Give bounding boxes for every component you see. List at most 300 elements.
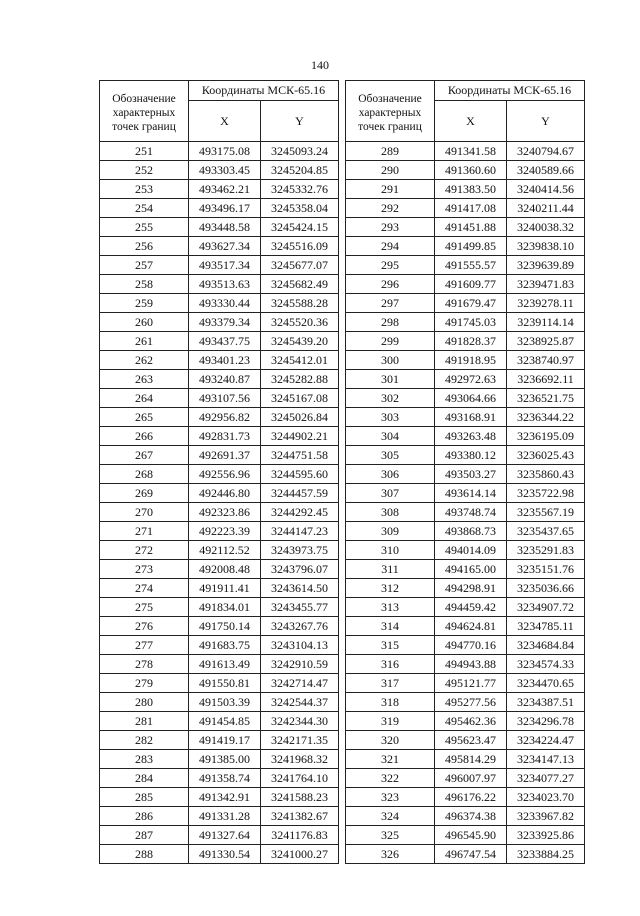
y-coordinate-cell: 3244457.59 (261, 484, 339, 503)
x-coordinate-cell: 493107.56 (189, 389, 261, 408)
table-row (346, 446, 585, 465)
y-coordinate-cell: 3241764.10 (261, 769, 339, 788)
x-coordinate-cell: 491499.85 (435, 237, 507, 256)
x-coordinate-cell: 494943.88 (435, 655, 507, 674)
table-row (346, 617, 585, 636)
y-coordinate-cell: 3242910.59 (261, 655, 339, 674)
point-number-cell: 298 (346, 313, 435, 332)
point-label-header: Обозначение характерных точек границ (346, 81, 435, 142)
point-number-cell: 265 (100, 408, 189, 427)
x-coordinate-cell: 494459.42 (435, 598, 507, 617)
point-number-cell: 278 (100, 655, 189, 674)
table-row (100, 522, 339, 541)
x-coordinate-cell: 492972.63 (435, 370, 507, 389)
table-row (100, 237, 339, 256)
x-coordinate-cell: 491358.74 (189, 769, 261, 788)
y-coordinate-cell: 3240414.56 (507, 180, 585, 199)
table-row (346, 465, 585, 484)
x-coordinate-cell: 494165.00 (435, 560, 507, 579)
x-coordinate-cell: 493448.58 (189, 218, 261, 237)
x-header: X (435, 101, 507, 142)
point-number-cell: 302 (346, 389, 435, 408)
point-number-cell: 312 (346, 579, 435, 598)
table-row (100, 446, 339, 465)
y-coordinate-cell: 3240589.66 (507, 161, 585, 180)
table-row (346, 503, 585, 522)
table-row (346, 218, 585, 237)
table-row (346, 636, 585, 655)
x-coordinate-cell: 491745.03 (435, 313, 507, 332)
y-coordinate-cell: 3236521.75 (507, 389, 585, 408)
table-row (346, 769, 585, 788)
point-number-cell: 311 (346, 560, 435, 579)
x-coordinate-cell: 493614.14 (435, 484, 507, 503)
point-number-cell: 261 (100, 332, 189, 351)
table-row (100, 750, 339, 769)
x-header: X (189, 101, 261, 142)
y-coordinate-cell: 3234296.78 (507, 712, 585, 731)
table-row (346, 655, 585, 674)
point-number-cell: 296 (346, 275, 435, 294)
x-coordinate-cell: 491385.00 (189, 750, 261, 769)
table-row (346, 275, 585, 294)
point-number-cell: 309 (346, 522, 435, 541)
y-coordinate-cell: 3245677.07 (261, 256, 339, 275)
table-row (100, 598, 339, 617)
x-coordinate-cell: 491911.41 (189, 579, 261, 598)
point-number-cell: 251 (100, 142, 189, 161)
x-coordinate-cell: 491341.58 (435, 142, 507, 161)
x-coordinate-cell: 495121.77 (435, 674, 507, 693)
coordinates-tables (99, 80, 585, 864)
table-row (100, 845, 339, 864)
x-coordinate-cell: 493380.12 (435, 446, 507, 465)
table-row (100, 617, 339, 636)
y-coordinate-cell: 3234574.33 (507, 655, 585, 674)
x-coordinate-cell: 495814.29 (435, 750, 507, 769)
point-number-cell: 281 (100, 712, 189, 731)
point-number-cell: 279 (100, 674, 189, 693)
table-row (100, 199, 339, 218)
point-number-cell: 288 (100, 845, 189, 864)
point-number-cell: 319 (346, 712, 435, 731)
point-number-cell: 267 (100, 446, 189, 465)
table-row (100, 370, 339, 389)
y-coordinate-cell: 3234470.65 (507, 674, 585, 693)
x-coordinate-cell: 496176.22 (435, 788, 507, 807)
table-row (346, 598, 585, 617)
point-number-cell: 252 (100, 161, 189, 180)
y-coordinate-cell: 3245424.15 (261, 218, 339, 237)
x-coordinate-cell: 492323.86 (189, 503, 261, 522)
x-coordinate-cell: 491613.49 (189, 655, 261, 674)
y-coordinate-cell: 3243973.75 (261, 541, 339, 560)
point-number-cell: 268 (100, 465, 189, 484)
table-row (346, 294, 585, 313)
table-row (100, 655, 339, 674)
y-coordinate-cell: 3234224.47 (507, 731, 585, 750)
point-number-cell: 254 (100, 199, 189, 218)
x-coordinate-cell: 492223.39 (189, 522, 261, 541)
y-coordinate-cell: 3244902.21 (261, 427, 339, 446)
point-number-cell: 326 (346, 845, 435, 864)
coordinates-table-right (345, 80, 585, 864)
y-coordinate-cell: 3236344.22 (507, 408, 585, 427)
x-coordinate-cell: 491342.91 (189, 788, 261, 807)
point-number-cell: 273 (100, 560, 189, 579)
y-header: Y (261, 101, 339, 142)
table-row (100, 579, 339, 598)
table-row (346, 541, 585, 560)
table-row (100, 560, 339, 579)
point-number-cell: 257 (100, 256, 189, 275)
y-coordinate-cell: 3240038.32 (507, 218, 585, 237)
y-coordinate-cell: 3245204.85 (261, 161, 339, 180)
point-number-cell: 262 (100, 351, 189, 370)
table-row (100, 465, 339, 484)
y-coordinate-cell: 3234684.84 (507, 636, 585, 655)
point-number-cell: 259 (100, 294, 189, 313)
table-row (346, 522, 585, 541)
table-row (100, 427, 339, 446)
y-coordinate-cell: 3242544.37 (261, 693, 339, 712)
y-coordinate-cell: 3241968.32 (261, 750, 339, 769)
x-coordinate-cell: 491834.01 (189, 598, 261, 617)
y-coordinate-cell: 3244595.60 (261, 465, 339, 484)
y-coordinate-cell: 3235291.83 (507, 541, 585, 560)
y-coordinate-cell: 3244292.45 (261, 503, 339, 522)
point-number-cell: 323 (346, 788, 435, 807)
x-coordinate-cell: 493240.87 (189, 370, 261, 389)
point-number-cell: 314 (346, 617, 435, 636)
x-coordinate-cell: 491331.28 (189, 807, 261, 826)
table-row (100, 636, 339, 655)
point-number-cell: 282 (100, 731, 189, 750)
y-coordinate-cell: 3243455.77 (261, 598, 339, 617)
table-row (346, 845, 585, 864)
table-row (346, 807, 585, 826)
x-coordinate-cell: 495277.56 (435, 693, 507, 712)
table-row (346, 161, 585, 180)
point-number-cell: 313 (346, 598, 435, 617)
point-number-cell: 310 (346, 541, 435, 560)
point-number-cell: 260 (100, 313, 189, 332)
point-number-cell: 318 (346, 693, 435, 712)
point-number-cell: 258 (100, 275, 189, 294)
point-number-cell: 325 (346, 826, 435, 845)
y-coordinate-cell: 3239278.11 (507, 294, 585, 313)
x-coordinate-cell: 493263.48 (435, 427, 507, 446)
table-row (346, 731, 585, 750)
y-coordinate-cell: 3242344.30 (261, 712, 339, 731)
x-coordinate-cell: 494298.91 (435, 579, 507, 598)
point-number-cell: 266 (100, 427, 189, 446)
table-row (346, 826, 585, 845)
table-body (346, 142, 585, 864)
point-number-cell: 317 (346, 674, 435, 693)
y-coordinate-cell: 3234387.51 (507, 693, 585, 712)
y-coordinate-cell: 3245439.20 (261, 332, 339, 351)
point-number-cell: 305 (346, 446, 435, 465)
point-number-cell: 322 (346, 769, 435, 788)
y-coordinate-cell: 3243796.07 (261, 560, 339, 579)
point-number-cell: 306 (346, 465, 435, 484)
point-number-cell: 274 (100, 579, 189, 598)
y-coordinate-cell: 3233884.25 (507, 845, 585, 864)
y-coordinate-cell: 3239639.89 (507, 256, 585, 275)
table-row (100, 541, 339, 560)
x-coordinate-cell: 491550.81 (189, 674, 261, 693)
x-coordinate-cell: 491555.57 (435, 256, 507, 275)
x-coordinate-cell: 491383.50 (435, 180, 507, 199)
table-row (100, 674, 339, 693)
y-coordinate-cell: 3234147.13 (507, 750, 585, 769)
x-coordinate-cell: 492556.96 (189, 465, 261, 484)
y-coordinate-cell: 3245093.24 (261, 142, 339, 161)
table-row (346, 180, 585, 199)
point-number-cell: 286 (100, 807, 189, 826)
table-row (100, 712, 339, 731)
x-coordinate-cell: 491503.39 (189, 693, 261, 712)
point-number-cell: 320 (346, 731, 435, 750)
x-coordinate-cell: 494014.09 (435, 541, 507, 560)
y-coordinate-cell: 3240794.67 (507, 142, 585, 161)
x-coordinate-cell: 492112.52 (189, 541, 261, 560)
x-coordinate-cell: 492831.73 (189, 427, 261, 446)
point-number-cell: 263 (100, 370, 189, 389)
x-coordinate-cell: 494624.81 (435, 617, 507, 636)
table-row (346, 693, 585, 712)
point-number-cell: 253 (100, 180, 189, 199)
y-coordinate-cell: 3240211.44 (507, 199, 585, 218)
y-coordinate-cell: 3234907.72 (507, 598, 585, 617)
page-number: 140 (311, 58, 329, 72)
table-row (100, 351, 339, 370)
point-number-cell: 301 (346, 370, 435, 389)
y-coordinate-cell: 3234077.27 (507, 769, 585, 788)
x-coordinate-cell: 492008.48 (189, 560, 261, 579)
x-coordinate-cell: 491417.08 (435, 199, 507, 218)
table-row (100, 788, 339, 807)
y-coordinate-cell: 3235567.19 (507, 503, 585, 522)
x-coordinate-cell: 491828.37 (435, 332, 507, 351)
x-coordinate-cell: 496374.38 (435, 807, 507, 826)
x-coordinate-cell: 491750.14 (189, 617, 261, 636)
table-row (100, 484, 339, 503)
y-coordinate-cell: 3233967.82 (507, 807, 585, 826)
point-number-cell: 303 (346, 408, 435, 427)
table-row (100, 693, 339, 712)
y-coordinate-cell: 3236195.09 (507, 427, 585, 446)
x-coordinate-cell: 493064.66 (435, 389, 507, 408)
table-row (100, 408, 339, 427)
y-coordinate-cell: 3241000.27 (261, 845, 339, 864)
point-number-cell: 295 (346, 256, 435, 275)
point-number-cell: 315 (346, 636, 435, 655)
x-coordinate-cell: 491918.95 (435, 351, 507, 370)
x-coordinate-cell: 494770.16 (435, 636, 507, 655)
point-number-cell: 275 (100, 598, 189, 617)
x-coordinate-cell: 496545.90 (435, 826, 507, 845)
table-row (346, 199, 585, 218)
y-coordinate-cell: 3245358.04 (261, 199, 339, 218)
point-number-cell: 297 (346, 294, 435, 313)
x-coordinate-cell: 493168.91 (435, 408, 507, 427)
x-coordinate-cell: 493175.08 (189, 142, 261, 161)
point-number-cell: 293 (346, 218, 435, 237)
point-number-cell: 284 (100, 769, 189, 788)
table-row (100, 142, 339, 161)
x-coordinate-cell: 493503.27 (435, 465, 507, 484)
point-number-cell: 316 (346, 655, 435, 674)
x-coordinate-cell: 493330.44 (189, 294, 261, 313)
point-number-cell: 289 (346, 142, 435, 161)
table-row (100, 389, 339, 408)
y-header: Y (507, 101, 585, 142)
table-body (100, 142, 339, 864)
x-coordinate-cell: 493496.17 (189, 199, 261, 218)
y-coordinate-cell: 3243267.76 (261, 617, 339, 636)
x-coordinate-cell: 493627.34 (189, 237, 261, 256)
x-coordinate-cell: 491454.85 (189, 712, 261, 731)
x-coordinate-cell: 492691.37 (189, 446, 261, 465)
table-row (346, 142, 585, 161)
table-row (100, 826, 339, 845)
x-coordinate-cell: 496007.97 (435, 769, 507, 788)
point-number-cell: 270 (100, 503, 189, 522)
table-row (346, 256, 585, 275)
table-row (346, 351, 585, 370)
y-coordinate-cell: 3241382.67 (261, 807, 339, 826)
y-coordinate-cell: 3244751.58 (261, 446, 339, 465)
x-coordinate-cell: 491330.54 (189, 845, 261, 864)
point-number-cell: 304 (346, 427, 435, 446)
x-coordinate-cell: 493462.21 (189, 180, 261, 199)
point-number-cell: 264 (100, 389, 189, 408)
point-number-cell: 299 (346, 332, 435, 351)
y-coordinate-cell: 3233925.86 (507, 826, 585, 845)
y-coordinate-cell: 3245588.28 (261, 294, 339, 313)
x-coordinate-cell: 491419.17 (189, 731, 261, 750)
y-coordinate-cell: 3242171.35 (261, 731, 339, 750)
table-row (100, 313, 339, 332)
y-coordinate-cell: 3235722.98 (507, 484, 585, 503)
x-coordinate-cell: 495462.36 (435, 712, 507, 731)
x-coordinate-cell: 493437.75 (189, 332, 261, 351)
x-coordinate-cell: 493379.34 (189, 313, 261, 332)
table-row (100, 256, 339, 275)
point-number-cell: 292 (346, 199, 435, 218)
y-coordinate-cell: 3235860.43 (507, 465, 585, 484)
y-coordinate-cell: 3245516.09 (261, 237, 339, 256)
table-row (100, 503, 339, 522)
y-coordinate-cell: 3241588.23 (261, 788, 339, 807)
table-row (346, 579, 585, 598)
y-coordinate-cell: 3241176.83 (261, 826, 339, 845)
point-number-cell: 283 (100, 750, 189, 769)
y-coordinate-cell: 3245682.49 (261, 275, 339, 294)
y-coordinate-cell: 3244147.23 (261, 522, 339, 541)
x-coordinate-cell: 493303.45 (189, 161, 261, 180)
point-number-cell: 300 (346, 351, 435, 370)
table-row (100, 218, 339, 237)
y-coordinate-cell: 3238925.87 (507, 332, 585, 351)
y-coordinate-cell: 3239114.14 (507, 313, 585, 332)
y-coordinate-cell: 3236692.11 (507, 370, 585, 389)
point-number-cell: 269 (100, 484, 189, 503)
y-coordinate-cell: 3243614.50 (261, 579, 339, 598)
table-row (100, 275, 339, 294)
table-row (346, 237, 585, 256)
y-coordinate-cell: 3245026.84 (261, 408, 339, 427)
table-row (346, 484, 585, 503)
y-coordinate-cell: 3245412.01 (261, 351, 339, 370)
table-row (100, 731, 339, 750)
y-coordinate-cell: 3245332.76 (261, 180, 339, 199)
x-coordinate-cell: 491451.88 (435, 218, 507, 237)
y-coordinate-cell: 3245167.08 (261, 389, 339, 408)
point-number-cell: 276 (100, 617, 189, 636)
x-coordinate-cell: 492956.82 (189, 408, 261, 427)
y-coordinate-cell: 3243104.13 (261, 636, 339, 655)
y-coordinate-cell: 3239838.10 (507, 237, 585, 256)
y-coordinate-cell: 3235151.76 (507, 560, 585, 579)
point-number-cell: 285 (100, 788, 189, 807)
y-coordinate-cell: 3245282.88 (261, 370, 339, 389)
x-coordinate-cell: 496747.54 (435, 845, 507, 864)
point-number-cell: 271 (100, 522, 189, 541)
x-coordinate-cell: 493868.73 (435, 522, 507, 541)
table-row (346, 313, 585, 332)
y-coordinate-cell: 3234785.11 (507, 617, 585, 636)
x-coordinate-cell: 492446.80 (189, 484, 261, 503)
coords-group-header: Координаты МСК-65.16 (435, 81, 585, 101)
y-coordinate-cell: 3245520.36 (261, 313, 339, 332)
table-row (100, 332, 339, 351)
table-row (346, 712, 585, 731)
point-number-cell: 287 (100, 826, 189, 845)
y-coordinate-cell: 3235036.66 (507, 579, 585, 598)
x-coordinate-cell: 493401.23 (189, 351, 261, 370)
point-number-cell: 308 (346, 503, 435, 522)
point-number-cell: 294 (346, 237, 435, 256)
point-number-cell: 291 (346, 180, 435, 199)
y-coordinate-cell: 3236025.43 (507, 446, 585, 465)
table-row (346, 674, 585, 693)
x-coordinate-cell: 493517.34 (189, 256, 261, 275)
point-label-header: Обозначение характерных точек границ (100, 81, 189, 142)
point-number-cell: 307 (346, 484, 435, 503)
x-coordinate-cell: 493513.63 (189, 275, 261, 294)
point-number-cell: 280 (100, 693, 189, 712)
point-number-cell: 256 (100, 237, 189, 256)
x-coordinate-cell: 491360.60 (435, 161, 507, 180)
y-coordinate-cell: 3235437.65 (507, 522, 585, 541)
x-coordinate-cell: 493748.74 (435, 503, 507, 522)
table-row (100, 294, 339, 313)
coordinates-table-left (99, 80, 339, 864)
table-row (100, 807, 339, 826)
y-coordinate-cell: 3238740.97 (507, 351, 585, 370)
point-number-cell: 324 (346, 807, 435, 826)
table-row (346, 788, 585, 807)
coords-group-header: Координаты МСК-65.16 (189, 81, 339, 101)
point-number-cell: 321 (346, 750, 435, 769)
table-row (100, 161, 339, 180)
point-number-cell: 277 (100, 636, 189, 655)
point-number-cell: 272 (100, 541, 189, 560)
x-coordinate-cell: 491609.77 (435, 275, 507, 294)
